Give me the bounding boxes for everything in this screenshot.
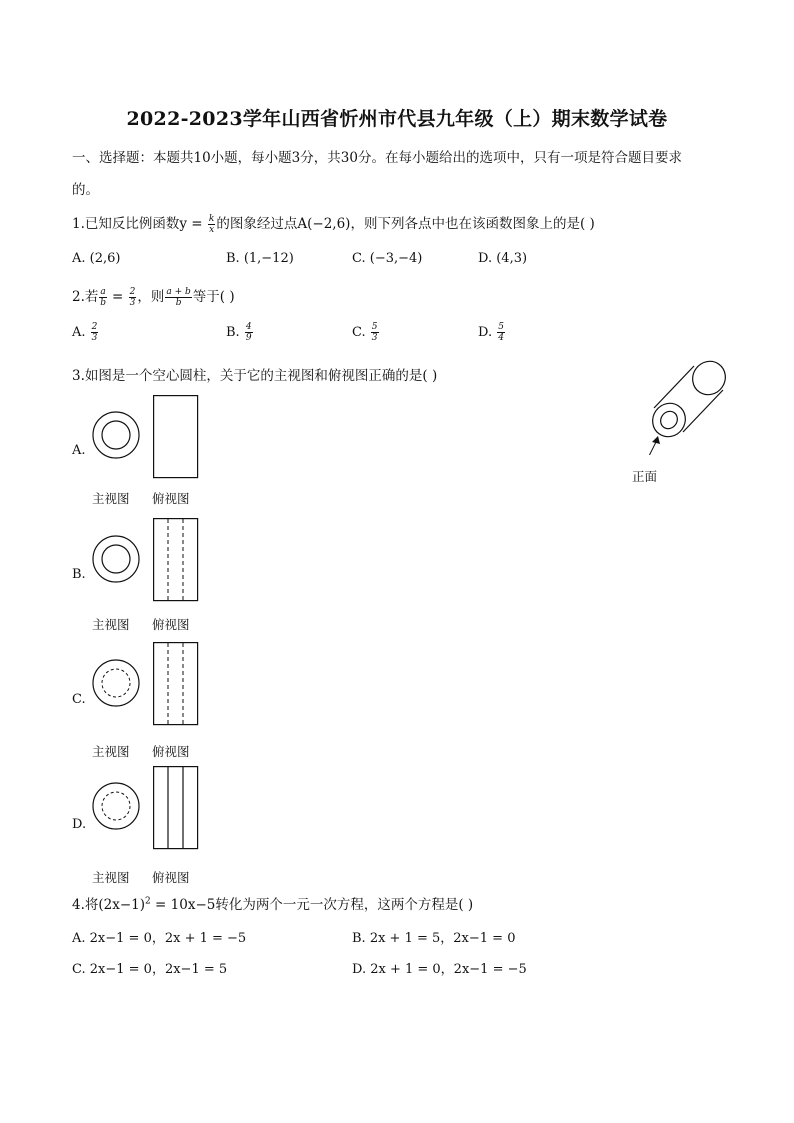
q2-fraction-23: $\frac{2}{3}$	[129, 287, 136, 308]
q3-c-top-view	[153, 642, 200, 726]
section-header-line1: 一、选择题：本题共10小题，每小题3分，共30分。在每小题给出的选项中，只有一项是符合题目要求	[72, 150, 682, 166]
q2-option-c[interactable]: C. $\frac{5}{3}$	[352, 322, 378, 343]
q2-option-a[interactable]: A. $\frac{2}{3}$	[72, 322, 98, 343]
q3-d-front-view	[91, 781, 141, 831]
q3-b-main-label: 主视图	[92, 617, 130, 632]
q3-a-front-view	[91, 410, 141, 460]
q1-fraction: $\frac{k}{x}$	[208, 214, 215, 235]
q1-option-c[interactable]: C. (−3,−4)	[352, 251, 423, 266]
q2-fraction-apb: $\frac{a + b}{b}$	[166, 287, 191, 308]
page-title: 2022-2023学年山西省忻州市代县九年级（上）期末数学试卷	[126, 108, 668, 130]
q1-option-b[interactable]: B. (1,−12)	[226, 251, 294, 266]
q1-option-d[interactable]: D. (4,3)	[478, 251, 528, 266]
q3-b-front-view	[91, 534, 141, 584]
hollow-cylinder-figure	[645, 360, 735, 455]
section-header-line2: 的。	[72, 182, 99, 198]
q3-a-main-label: 主视图	[92, 491, 130, 506]
q1-text-post: 的图象经过点A(−2,6)，则下列各点中也在该函数图象上的是( )	[216, 216, 595, 232]
q4-option-d[interactable]: D. 2x + 1 = 0，2x−1 = −5	[352, 962, 527, 977]
q3-option-b[interactable]: B.	[72, 567, 86, 582]
q4-option-b[interactable]: B. 2x + 1 = 5，2x−1 = 0	[352, 931, 516, 946]
q3-d-main-label: 主视图	[92, 870, 130, 885]
question-4: 4.将$(2x-1)^2 = 10x-5$转化为两个一元一次方程，这两个方程是( )	[72, 896, 474, 913]
q3-c-front-view	[91, 658, 141, 708]
q3-d-top-label: 俯视图	[152, 870, 190, 885]
q2-option-d[interactable]: D. $\frac{5}{4}$	[478, 322, 504, 343]
q3-d-top-view	[153, 766, 200, 850]
front-label: 正面	[632, 469, 658, 484]
q1-option-a[interactable]: A. (2,6)	[72, 251, 121, 266]
q3-b-top-label: 俯视图	[152, 617, 190, 632]
q3-option-d[interactable]: D.	[72, 817, 87, 832]
q3-option-a[interactable]: A.	[72, 443, 86, 458]
q2-option-b[interactable]: B. $\frac{4}{9}$	[226, 322, 252, 343]
q3-c-top-label: 俯视图	[152, 744, 190, 759]
q1-text-pre: 1.已知反比例函数y =	[72, 216, 207, 232]
q3-c-main-label: 主视图	[92, 744, 130, 759]
question-1	[72, 212, 595, 235]
question-2: 2.若 $\frac{a}{b}$ = $\frac{2}{3}$ ，则 $\frac{a + b}{b}$ 等于( )	[72, 287, 235, 308]
q3-a-top-view	[153, 395, 200, 479]
q3-option-c[interactable]: C.	[72, 692, 86, 707]
q3-b-top-view	[153, 518, 200, 602]
q2-fraction-ab: $\frac{a}{b}$	[100, 287, 106, 308]
q4-option-c[interactable]: C. 2x−1 = 0，2x−1 = 5	[72, 962, 228, 977]
q3-a-top-label: 俯视图	[152, 491, 190, 506]
q4-option-a[interactable]: A. 2x−1 = 0，2x + 1 = −5	[72, 931, 247, 946]
question-3: 3.如图是一个空心圆柱，关于它的主视图和俯视图正确的是( )	[72, 368, 438, 384]
